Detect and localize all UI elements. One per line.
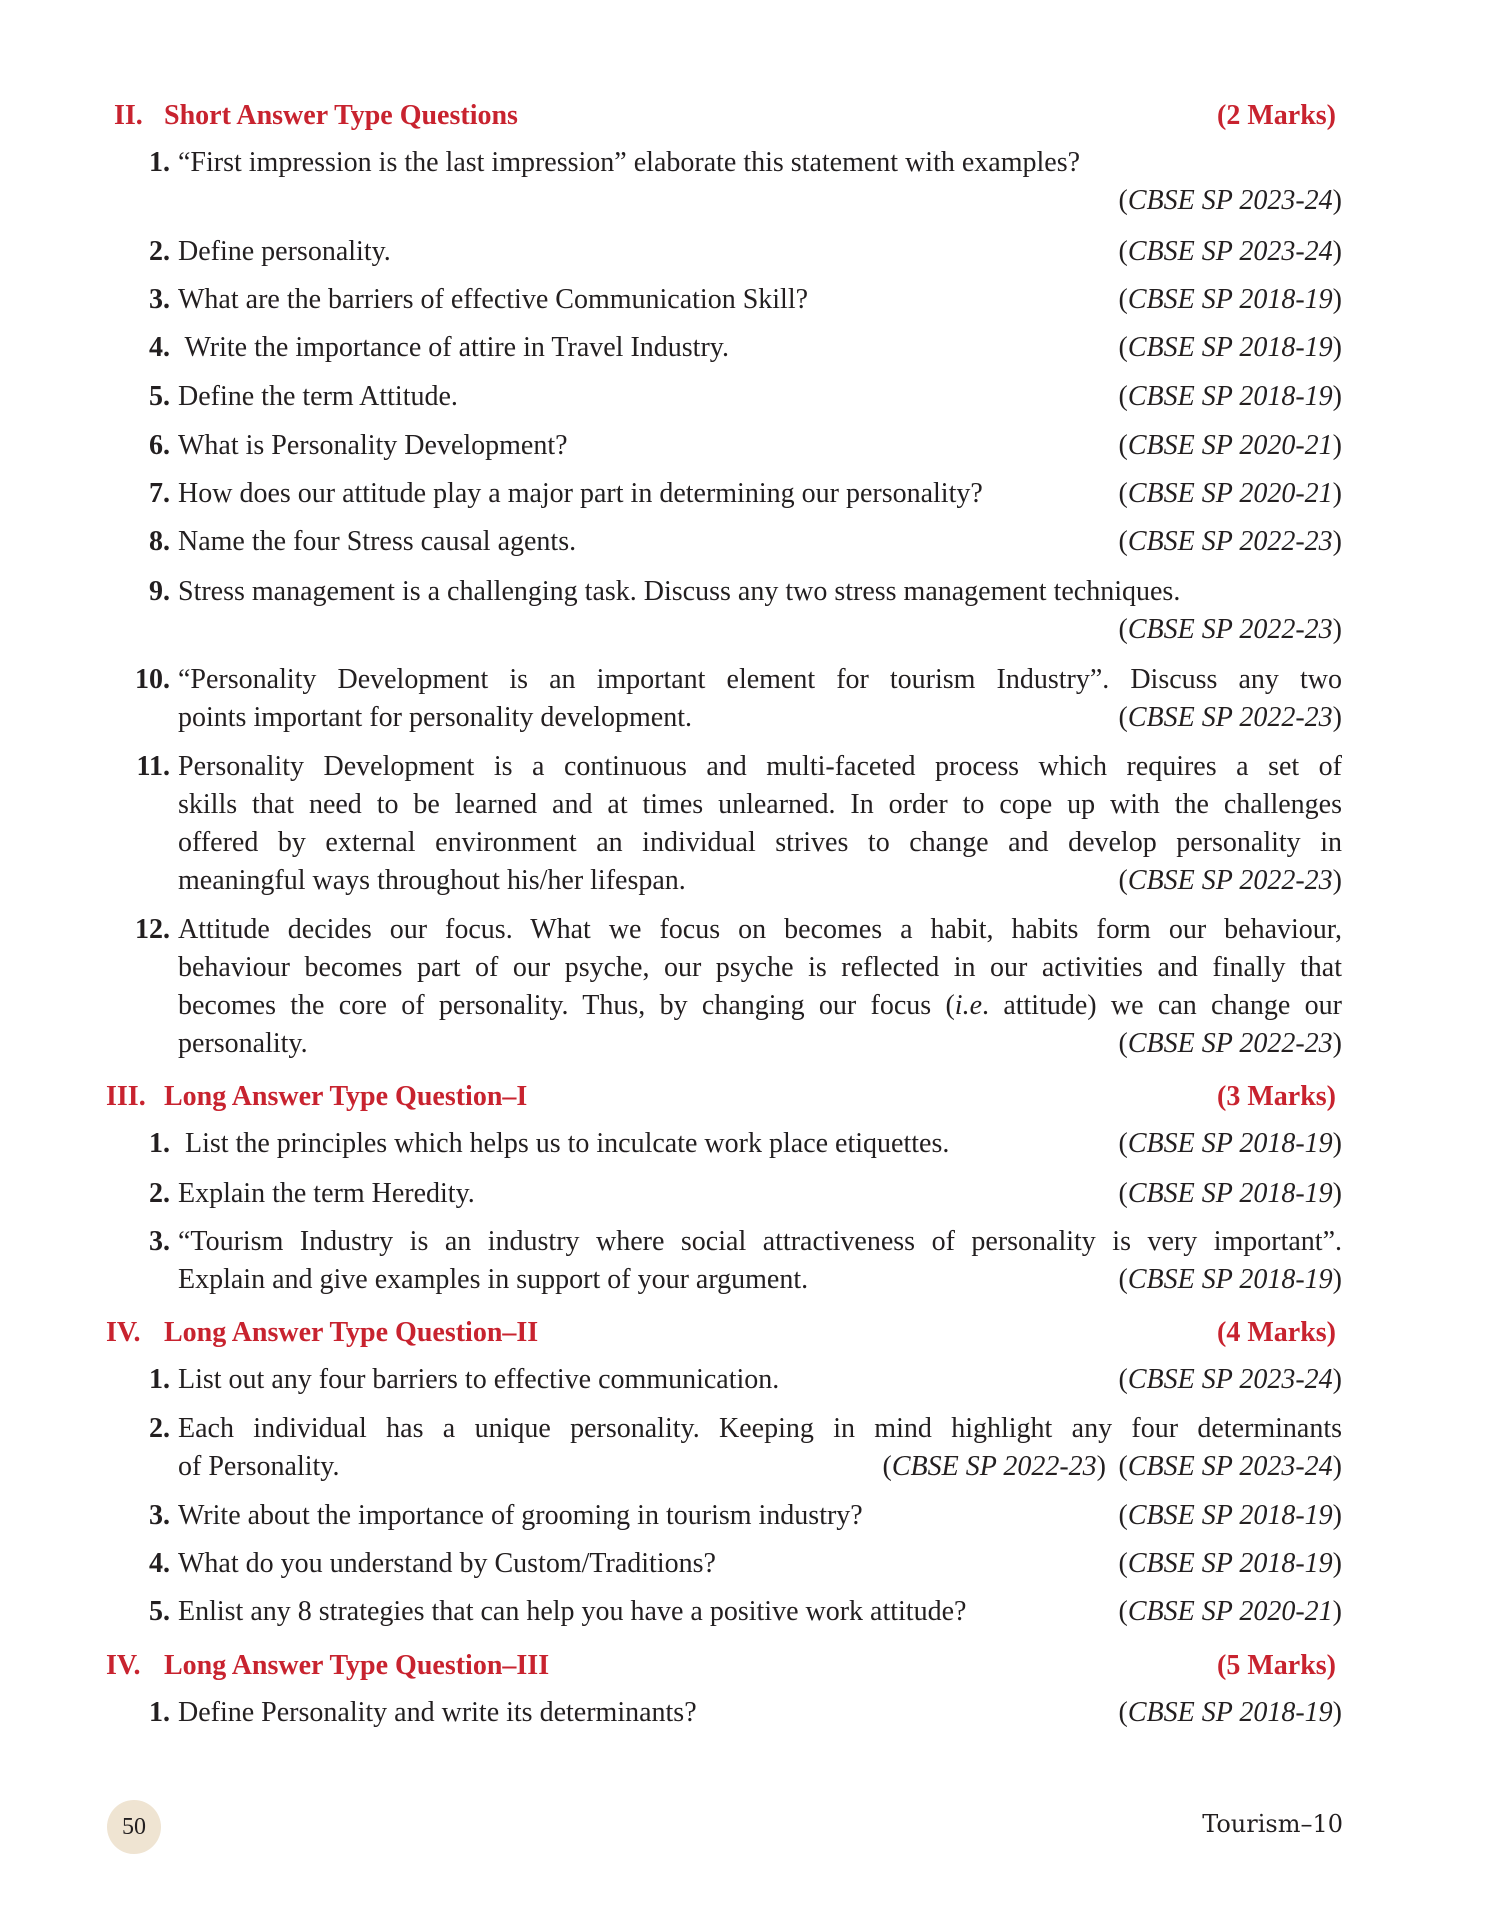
question-text: Enlist any 8 strategies that can help you have a positive work attitude? — [178, 1596, 967, 1627]
citation-text: CBSE SP 2022-23 — [1127, 526, 1333, 557]
section-numeral: III. — [106, 1081, 146, 1112]
section-numeral: IV. — [106, 1650, 141, 1681]
question-body — [178, 144, 1342, 220]
question-number: 3. — [149, 1226, 170, 1257]
question-number: 3. — [149, 284, 170, 315]
citation: (CBSE SP 2018-19) — [1118, 1548, 1342, 1579]
citation-text: CBSE SP 2018-19 — [1127, 1178, 1333, 1209]
citation: (CBSE SP 2018-19) — [1118, 1178, 1342, 1209]
question-number: 4. — [149, 332, 170, 363]
abbreviation-text: i.e — [954, 990, 983, 1021]
question-number: 5. — [149, 1596, 170, 1627]
question-line: “Personality Development is an important element for tourism Industry”. Discuss any two — [178, 664, 1342, 695]
section-marks: (4 Marks) — [1217, 1317, 1336, 1348]
question-line — [178, 1694, 1342, 1732]
question-line — [178, 233, 1342, 271]
citation-text: CBSE SP 2022-23 — [1127, 702, 1333, 733]
book-title: Tourism–10 — [1202, 1810, 1343, 1838]
question-body — [178, 911, 1342, 1063]
question-line — [178, 427, 1342, 465]
question-body — [178, 523, 1342, 561]
citation-text: CBSE SP 2018-19 — [1127, 381, 1333, 412]
citation: (CBSE SP 2018-19) — [1118, 1128, 1342, 1159]
question-number: 1. — [149, 1697, 170, 1728]
question-line — [178, 378, 1342, 416]
question-text: Define personality. — [178, 236, 391, 267]
citation: (CBSE SP 2020-21) — [1118, 430, 1342, 461]
question-body — [178, 378, 1342, 416]
question-text: What are the barriers of effective Communication Skill? — [178, 284, 809, 315]
question-line — [178, 862, 1342, 900]
section-title: Long Answer Type Question–I — [164, 1081, 528, 1112]
citation-text: CBSE SP 2022-23 — [1127, 1028, 1333, 1059]
question-line — [178, 1448, 1342, 1486]
question-line: “Tourism Industry is an industry where social attractiveness of personality is very important”. — [178, 1226, 1342, 1257]
question-number: 5. — [149, 381, 170, 412]
section-marks: (3 Marks) — [1217, 1081, 1336, 1112]
question-text: Write the importance of attire in Travel Industry. — [178, 332, 729, 363]
question-line — [178, 329, 1342, 367]
question-line — [178, 1593, 1342, 1631]
question-line: behaviour becomes part of our psyche, our psyche is reflected in our activities and finally that — [178, 952, 1342, 983]
question-line — [178, 182, 1342, 220]
question-line — [178, 1497, 1342, 1535]
citation: (CBSE SP 2022-23) — [1118, 702, 1342, 733]
question-line: Stress management is a challenging task. Discuss any two stress management techniques. — [178, 576, 1181, 607]
question-line — [178, 1125, 1342, 1163]
section-title: Short Answer Type Questions — [164, 100, 518, 131]
question-number: 4. — [149, 1548, 170, 1579]
citation: (CBSE SP 2023-24) — [1118, 185, 1342, 216]
citation: (CBSE SP 2018-19) — [1118, 1697, 1342, 1728]
question-line: offered by external environment an individual strives to change and develop personality in — [178, 827, 1342, 858]
citation: (CBSE SP 2022-23) — [1118, 865, 1342, 896]
question-number: 7. — [149, 478, 170, 509]
question-text: points important for personality development. — [178, 702, 693, 733]
citation: (CBSE SP 2018-19) — [1118, 381, 1342, 412]
citation-text: CBSE SP 2018-19 — [1127, 284, 1333, 315]
question-body — [178, 233, 1342, 271]
question-line — [178, 475, 1342, 513]
question-text: of Personality. — [178, 1451, 340, 1482]
question-line — [178, 1261, 1342, 1299]
citation: (CBSE SP 2022-23) — [1118, 1028, 1342, 1059]
question-number: 2. — [149, 1413, 170, 1444]
question-line: Attitude decides our focus. What we focus on becomes a habit, habits form our behaviour, — [178, 914, 1342, 945]
question-line — [178, 1175, 1342, 1213]
citation-text: CBSE SP 2020-21 — [1127, 430, 1333, 461]
question-line — [178, 699, 1342, 737]
citation-text: CBSE SP 2018-19 — [1127, 1128, 1333, 1159]
citation-text: CBSE SP 2018-19 — [1127, 1264, 1333, 1295]
question-body — [178, 281, 1342, 319]
citation: (CBSE SP 2022-23) — [1118, 614, 1342, 645]
question-body — [178, 475, 1342, 513]
citation-text: CBSE SP 2020-21 — [1127, 478, 1333, 509]
section-marks: (5 Marks) — [1217, 1650, 1336, 1681]
question-text: . attitude) we can change our — [982, 990, 1342, 1021]
question-text: Name the four Stress causal agents. — [178, 526, 577, 557]
question-text: Define the term Attitude. — [178, 381, 458, 412]
question-text: meaningful ways throughout his/her lifespan. — [178, 865, 686, 896]
citation-text: CBSE SP 2020-21 — [1127, 1596, 1333, 1627]
page-number-badge: 50 — [107, 1800, 161, 1854]
citation: (CBSE SP 2020-21) — [1118, 478, 1342, 509]
question-number: 1. — [149, 147, 170, 178]
question-number: 2. — [149, 236, 170, 267]
question-body — [178, 1361, 1342, 1399]
citation: (CBSE SP 2018-19) — [1118, 1264, 1342, 1295]
question-number: 1. — [149, 1128, 170, 1159]
question-line — [178, 281, 1342, 319]
question-body — [178, 1410, 1342, 1486]
citation-text: CBSE SP 2023-24 — [1127, 1364, 1333, 1395]
citation: (CBSE SP 2022-23) — [1118, 526, 1342, 557]
question-body — [178, 1223, 1342, 1299]
citation-secondary: (CBSE SP 2022-23) — [882, 1451, 1106, 1482]
question-number: 12. — [135, 914, 170, 945]
question-body — [178, 573, 1342, 649]
question-text: Explain and give examples in support of your argument. — [178, 1264, 809, 1295]
question-text: Explain the term Heredity. — [178, 1178, 475, 1209]
question-body — [178, 748, 1342, 900]
question-number: 6. — [149, 430, 170, 461]
question-number: 2. — [149, 1178, 170, 1209]
citation-text: CBSE SP 2023-24 — [1127, 236, 1333, 267]
question-line: Personality Development is a continuous and multi-faceted process which requires a set of — [178, 751, 1342, 782]
question-text: List out any four barriers to effective communication. — [178, 1364, 780, 1395]
citation: (CBSE SP 2023-24) — [1118, 236, 1342, 267]
citation: (CBSE SP 2023-24) — [1118, 1364, 1342, 1395]
question-line — [178, 523, 1342, 561]
section-heading-long-answer-1 — [0, 1078, 1493, 1116]
section-marks: (2 Marks) — [1217, 100, 1336, 131]
section-numeral: IV. — [106, 1317, 141, 1348]
citation-text: CBSE SP 2022-23 — [1127, 614, 1333, 645]
section-title: Long Answer Type Question–II — [164, 1317, 539, 1348]
question-text: becomes the core of personality. Thus, by changing our focus ( — [178, 990, 955, 1021]
citation-text: CBSE SP 2018-19 — [1127, 1548, 1333, 1579]
question-body — [178, 1175, 1342, 1213]
section-numeral: II. — [114, 100, 143, 131]
question-text: personality. — [178, 1028, 308, 1059]
citation: (CBSE SP 2020-21) — [1118, 1596, 1342, 1627]
citation: (CBSE SP 2018-19) — [1118, 1500, 1342, 1531]
section-heading-short-answer — [0, 97, 1493, 135]
question-line: “First impression is the last impression” elaborate this statement with examples? — [178, 147, 1081, 178]
question-number: 11. — [136, 751, 170, 782]
question-body — [178, 1593, 1342, 1631]
section-heading-long-answer-2 — [0, 1314, 1493, 1352]
question-number: 9. — [149, 576, 170, 607]
citation-text: CBSE SP 2022-23 — [891, 1451, 1097, 1482]
question-body — [178, 329, 1342, 367]
question-number: 3. — [149, 1500, 170, 1531]
question-body — [178, 1545, 1342, 1583]
question-body — [178, 1694, 1342, 1732]
question-text: How does our attitude play a major part in determining our personality? — [178, 478, 983, 509]
question-number: 1. — [149, 1364, 170, 1395]
question-line: Each individual has a unique personality. Keeping in mind highlight any four determinants — [178, 1413, 1342, 1444]
question-line: skills that need to be learned and at times unlearned. In order to cope up with the challenges — [178, 789, 1342, 820]
question-text: List the principles which helps us to inculcate work place etiquettes. — [178, 1128, 950, 1159]
question-line — [178, 611, 1342, 649]
citation-text: CBSE SP 2018-19 — [1127, 1500, 1333, 1531]
question-line — [178, 987, 1342, 1025]
question-body — [178, 661, 1342, 737]
question-number: 8. — [149, 526, 170, 557]
question-number: 10. — [135, 664, 170, 695]
citation-text: CBSE SP 2023-24 — [1127, 1451, 1333, 1482]
question-line — [178, 1545, 1342, 1583]
question-body — [178, 1497, 1342, 1535]
question-body — [178, 1125, 1342, 1163]
section-title: Long Answer Type Question–III — [164, 1650, 550, 1681]
citation-text: CBSE SP 2023-24 — [1127, 185, 1333, 216]
citation: (CBSE SP 2018-19) — [1118, 332, 1342, 363]
question-text: What is Personality Development? — [178, 430, 568, 461]
citation-text: CBSE SP 2018-19 — [1127, 332, 1333, 363]
section-heading-long-answer-3 — [0, 1647, 1493, 1685]
citation-text: CBSE SP 2022-23 — [1127, 865, 1333, 896]
citation: (CBSE SP 2018-19) — [1118, 284, 1342, 315]
question-text: Define Personality and write its determinants? — [178, 1697, 697, 1728]
citation-text: CBSE SP 2018-19 — [1127, 1697, 1333, 1728]
citation: (CBSE SP 2023-24) — [1118, 1451, 1342, 1482]
question-text: Write about the importance of grooming in tourism industry? — [178, 1500, 863, 1531]
question-body — [178, 427, 1342, 465]
question-text: What do you understand by Custom/Traditions? — [178, 1548, 716, 1579]
question-line — [178, 1025, 1342, 1063]
question-line — [178, 1361, 1342, 1399]
